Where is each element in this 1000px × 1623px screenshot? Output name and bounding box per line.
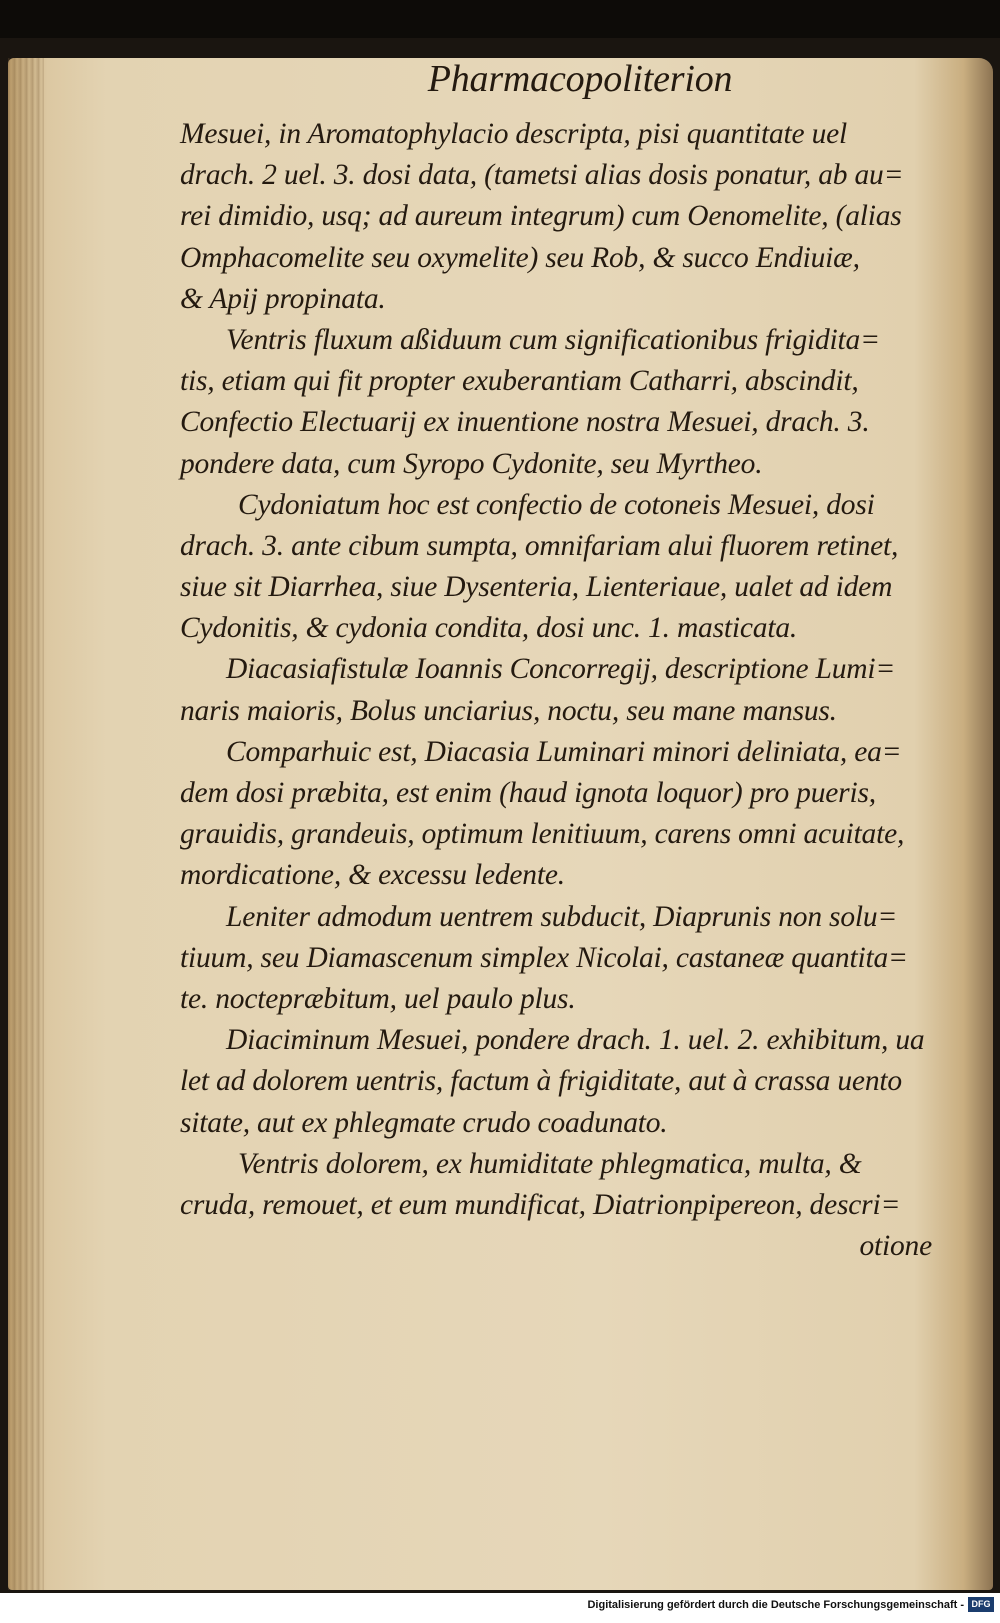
text-line: Cydonitis, & cydonia condita, dosi unc. 1. masticata. bbox=[180, 612, 798, 645]
text-line: dem dosi præbita, est enim (haud ignota loquor) pro pueris, bbox=[180, 777, 876, 809]
text-line: siue sit Diarrhea, siue Dysenteria, Lienteriaue, ualet ad idem bbox=[180, 571, 893, 604]
text-line: grauidis, grandeuis, optimum lenitiuum, carens omni acuitate, bbox=[180, 818, 905, 851]
text-line: Cydoniatum hoc est confectio de cotoneis Mesuei, dosi bbox=[238, 488, 875, 521]
text-line: sitate, aut ex phlegmate crudo coadunato. bbox=[180, 1106, 668, 1139]
catchword: otione bbox=[859, 1230, 932, 1263]
dfg-logo-icon: DFG bbox=[968, 1597, 994, 1612]
text-line: & Apij propinata. bbox=[180, 282, 386, 315]
text-line: rei dimidio, usq; ad aureum integrum) cum Oenomelite, (alias bbox=[180, 200, 902, 233]
text-line: naris maioris, Bolus unciarius, noctu, seu mane mansus. bbox=[180, 694, 837, 727]
text-line: Confectio Electuarij ex inuentione nostra Mesuei, drach. 3. bbox=[180, 406, 870, 439]
text-line: Comparhuic est, Diacasia Luminari minori deliniata, ea= bbox=[226, 735, 902, 768]
footer-bar bbox=[0, 1593, 1000, 1623]
running-head: Pharmacopoliterion bbox=[427, 58, 733, 100]
text-line: cruda, remouet, et eum mundificat, Diatrionpipereon, descri= bbox=[180, 1188, 901, 1221]
text-line: mordicatione, & excessu ledente. bbox=[180, 859, 565, 892]
text-line: tiuum, seu Diamascenum simplex Nicolai, castaneæ quantita= bbox=[180, 941, 908, 974]
text-line: te. noctepræbitum, uel paulo plus. bbox=[180, 982, 576, 1015]
text-line: Diacasiafistulæ Ioannis Concorregij, descriptione Lumi= bbox=[226, 653, 896, 686]
text-line: pondere data, cum Syropo Cydonite, seu Myrtheo. bbox=[180, 447, 763, 480]
text-line: Omphacomelite seu oxymelite) seu Rob, & succo Endiuiæ, bbox=[180, 241, 860, 274]
page-text bbox=[180, 50, 940, 1267]
text-line: Diaciminum Mesuei, pondere drach. 1. uel. 2. exhibitum, ua bbox=[226, 1024, 925, 1057]
text-line: Mesuei, in Aromatophylacio descripta, pisi quantitate uel bbox=[180, 118, 848, 150]
text-line: Ventris fluxum aßiduum cum significationibus frigidita= bbox=[226, 323, 880, 356]
top-dark-band bbox=[0, 0, 1000, 40]
text-line: drach. 2 uel. 3. dosi data, (tametsi alias dosis ponatur, ab au= bbox=[180, 159, 904, 192]
text-line: drach. 3. ante cibum sumpta, omnifariam alui fluorem retinet, bbox=[180, 529, 899, 562]
text-line: Leniter admodum uentrem subducit, Diaprunis non solu= bbox=[226, 900, 898, 933]
text-line: let ad dolorem uentris, factum à frigiditate, aut à crassa uento bbox=[180, 1065, 902, 1098]
text-line: tis, etiam qui fit propter exuberantiam Catharri, abscindit, bbox=[180, 365, 859, 398]
footer-credit: Digitalisierung gefördert durch die Deutsche Forschungsgemeinschaft - bbox=[587, 1599, 964, 1611]
page-gutter bbox=[8, 58, 44, 1590]
text-line: Ventris dolorem, ex humiditate phlegmatica, multa, & bbox=[238, 1147, 862, 1180]
